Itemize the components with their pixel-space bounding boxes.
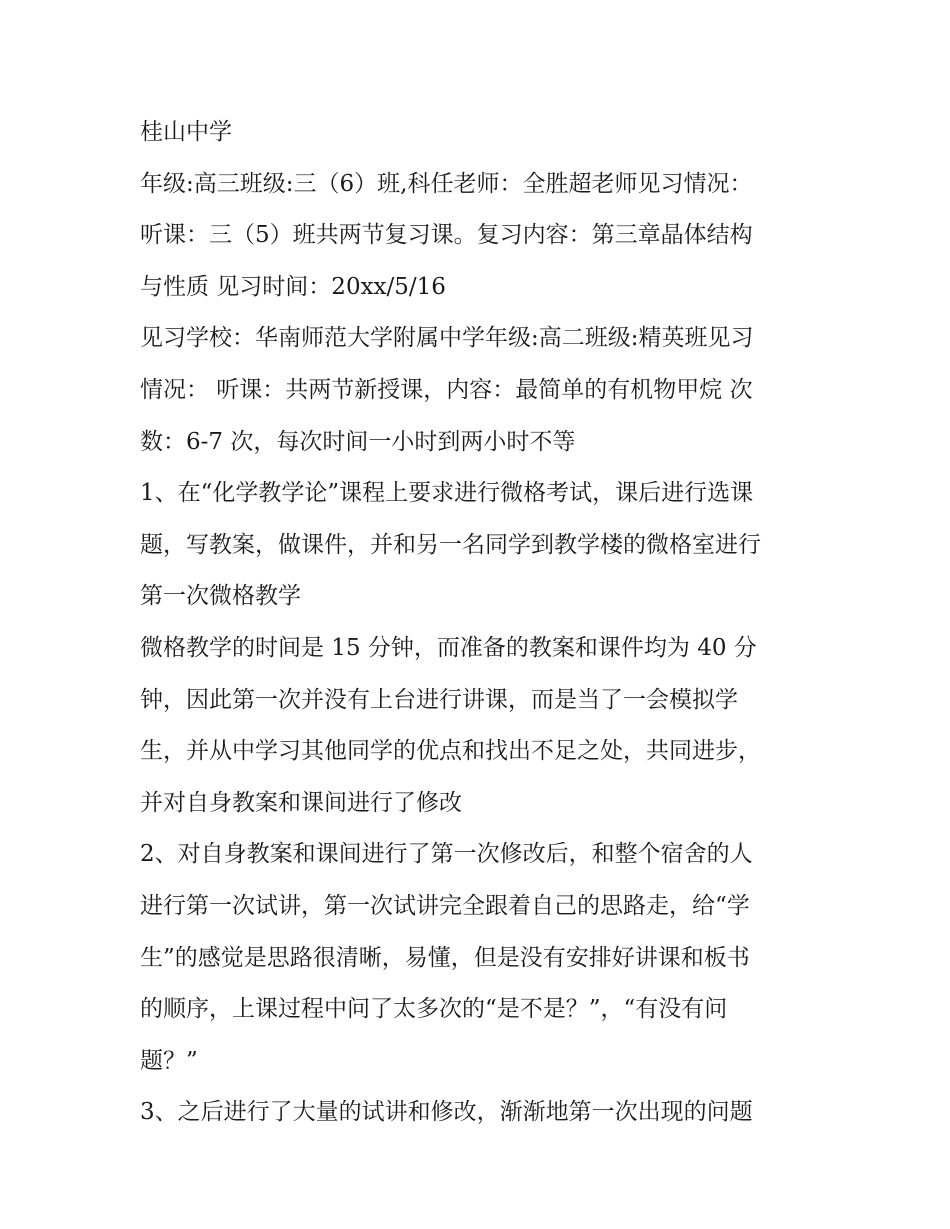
text-line: 并对自身教案和课间进行了修改 [140, 789, 462, 816]
text-line: 生”的感觉是思路很清晰，易懂，但是没有安排好讲课和板书 [140, 944, 750, 971]
text-line: 与性质 见习时间：20xx/5/16 [140, 273, 446, 300]
document-body [140, 107, 830, 1139]
text-line: 3、之后进行了大量的试讲和修改，渐渐地第一次出现的问题 [140, 1099, 753, 1126]
text-line: 情况： 听课：共两节新授课，内容：最简单的有机物甲烷 次 [140, 376, 753, 403]
text-line: 的顺序，上课过程中问了太多次的“是不是？”，“有没有问 [140, 996, 728, 1023]
text-line: 年级:高三班级:三（6）班,科任老师：全胜超老师见习情况： [140, 170, 753, 197]
text-line: 生，并从中学习其他同学的优点和找出不足之处，共同进步， [140, 738, 761, 765]
text-line: 进行第一次试讲，第一次试讲完全跟着自己的思路走，给“学 [140, 892, 750, 919]
school-title: 桂山中学 [140, 119, 232, 145]
text-line: 题？” [140, 1047, 198, 1074]
text-line: 2、对自身教案和课间进行了第一次修改后，和整个宿舍的人 [140, 841, 753, 868]
text-line: 微格教学的时间是 15 分钟，而准备的教案和课件均为 40 分 [140, 634, 757, 661]
text-line: 1、在“化学教学论”课程上要求进行微格考试，课后进行选课 [140, 480, 754, 507]
text-line: 钟，因此第一次并没有上台进行讲课，而是当了一会模拟学 [140, 686, 738, 713]
text-line: 听课：三（5）班共两节复习课。复习内容：第三章晶体结构 [140, 222, 753, 249]
text-line: 数：6-7 次，每次时间一小时到两小时不等 [140, 428, 576, 455]
text-line: 题，写教案，做课件，并和另一名同学到教学楼的微格室进行 [140, 531, 761, 558]
text-line: 见习学校：华南师范大学附属中学年级:高二班级:精英班见习 [140, 325, 754, 352]
text-line: 第一次微格教学 [140, 583, 301, 610]
